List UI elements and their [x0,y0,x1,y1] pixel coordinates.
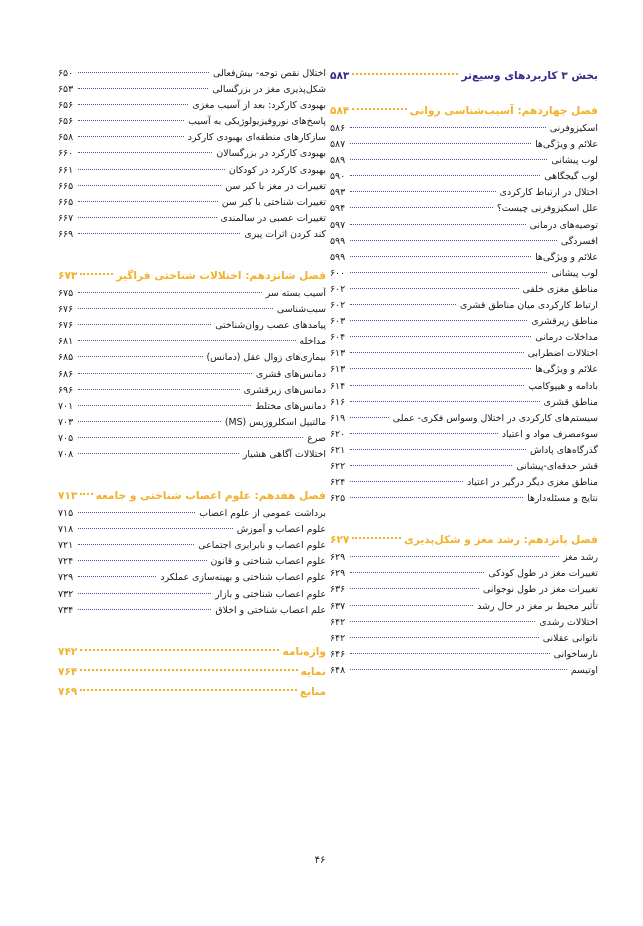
entry-title: مداخله [299,336,326,348]
entry-page: ۶۵۶ [58,116,74,128]
back-matter-entry[interactable] [58,662,326,682]
dot-leader [350,239,557,241]
entry-page: ۶۳۷ [330,600,346,612]
toc-entry[interactable] [58,302,326,318]
entry-page: ۶۸۶ [58,368,74,380]
entry-title: اختلالات آگاهی هشیار [242,448,326,460]
dot-leader [350,126,546,128]
toc-entry[interactable] [58,146,326,162]
entry-page: ۶۹۶ [58,384,74,396]
toc-entry[interactable] [58,383,326,399]
entry-title: تغییرات عصبی در سالمندی [220,212,326,224]
entry-page: ۵۹۹ [330,235,346,247]
dot-leader [350,351,524,353]
dot-leader [78,452,239,454]
entry-title: منابع [299,685,326,698]
entry-title: لوب پیشانی [551,267,598,279]
dot-leader [350,271,547,273]
dot-leader [350,620,535,622]
toc-entry[interactable] [330,169,598,185]
entry-page: ۶۷۶ [58,320,74,332]
dot-leader [78,527,233,529]
entry-page: ۶۲۰ [330,428,346,440]
entry-title: برداشت عمومی از علوم اعصاب [199,508,326,520]
dot-leader [350,367,531,369]
entry-page: ۶۲۲ [330,460,346,472]
chapter-heading[interactable] [58,486,326,506]
dot-leader [78,87,208,89]
entry-page: ۶۰۲ [330,300,346,312]
toc-entry[interactable] [58,98,326,114]
toc-entry[interactable] [330,395,598,411]
entry-title: مناطق قشری [543,396,598,408]
toc-entry[interactable] [330,475,598,491]
entry-title: اختلال در ارتباط کارکردی [499,187,598,199]
toc-entry[interactable] [58,570,326,586]
chapter-title: فصل چهاردهم: آسیب‌شناسی روانی [409,105,598,117]
chapter-14-entries [330,121,598,507]
dot-leader [350,496,523,498]
entry-page: ۵۹۷ [330,219,346,231]
toc-entry[interactable] [330,427,598,443]
toc-entry[interactable] [330,314,598,330]
toc-entry[interactable] [330,647,598,663]
dot-leader [350,480,463,482]
entry-title: توصیه‌های درمانی [529,219,598,231]
toc-entry[interactable] [330,566,598,582]
entry-title: بیماری‌های زوال عقل (دمانس) [206,352,326,364]
dot-leader [78,323,211,325]
dot-leader [350,464,512,466]
entry-page: ۷۲۹ [58,572,74,584]
toc-entry[interactable] [58,506,326,522]
dot-leader [78,372,252,374]
entry-page: ۶۲۱ [330,444,346,456]
dot-leader [350,555,559,557]
toc-entry[interactable] [58,114,326,130]
toc-entry[interactable] [330,411,598,427]
entry-title: نمایه [300,665,326,678]
page-number: ۴۶ [314,855,326,866]
dot-leader [350,604,473,606]
toc-entry[interactable] [58,318,326,334]
toc-entry[interactable] [58,431,326,447]
entry-title: تأثیر محیط بر مغز در حال رشد [477,600,598,612]
dot-leader [78,543,194,545]
entry-page: ۷۲۱ [58,540,74,552]
chapter-title: فصل پانزدهم: رشد مغز و شکل‌پذیری [404,534,598,547]
entry-page: ۶۴۶ [330,648,346,660]
back-matter-entries [58,642,326,702]
toc-entry[interactable] [330,346,598,362]
entry-page: ۶۶۹ [58,228,74,240]
dot-leader [78,232,240,234]
dot-leader [80,492,92,495]
entry-title: علائم و ویژگی‌ها [535,251,598,263]
chapter-title: فصل شانزدهم: اختلالات شناختی فراگیر [116,270,326,283]
entry-title: کند کردن اثرات پیری [244,228,326,240]
chapter-heading[interactable] [330,101,598,121]
dot-leader [78,119,184,121]
entry-title: اختلال نقص توجه- بیش‌فعالی [213,68,326,79]
toc-entry[interactable] [58,334,326,350]
entry-page: ۵۹۰ [330,171,346,183]
chapter-title: فصل هفدهم: علوم اعصاب شناختی و جامعه [95,490,326,503]
dot-leader [80,648,279,651]
toc-entry[interactable] [330,250,598,266]
toc-entry[interactable] [330,234,598,250]
toc-entry[interactable] [58,211,326,227]
entry-title: سیستم‌های کارکردی در اختلال وسواس فکری- عملی [392,412,598,424]
entry-page: ۶۲۹ [330,552,346,564]
entry-title: پاسخ‌های نوروفیزیولوژیکی به آسیب [188,116,326,128]
chapter-page: ۷۱۳ [58,490,78,503]
entry-page: ۶۸۵ [58,352,74,364]
entry-page: ۶۵۳ [58,84,74,96]
toc-entry[interactable] [58,66,326,82]
entry-title: تغییرات شناختی با کبر سن [221,196,326,208]
entry-title: رشد مغز [562,552,598,564]
entry-page: ۵۸۶ [330,123,346,134]
entry-title: بادامه و هیپوکامپ [528,380,598,392]
dot-leader [352,72,458,75]
chapter-heading[interactable] [58,266,326,286]
dot-leader [78,355,203,357]
toc-entry[interactable] [330,298,598,314]
dot-leader [80,668,297,671]
dot-leader [78,103,188,105]
toc-entry[interactable] [330,631,598,647]
entry-title: تغییرات مغز در طول نوجوانی [483,584,598,596]
dot-leader [78,307,273,309]
toc-entry[interactable] [58,227,326,243]
dot-leader [78,339,296,341]
toc-entry[interactable] [58,367,326,383]
dot-leader [350,206,493,208]
entry-page: ۷۰۱ [58,400,74,412]
entry-title: علوم اعصاب و آموزش [236,524,326,536]
entry-title: دمانس‌های مختلط [255,400,326,412]
dot-leader [350,158,547,160]
toc-entry[interactable] [58,415,326,431]
back-matter-entry[interactable] [58,642,326,662]
toc-entry[interactable] [330,282,598,298]
part-title: بخش ۳ کاربردهای وسیع‌تر [461,70,598,82]
entry-page: ۶۶۵ [58,196,74,208]
toc-entry[interactable] [58,603,326,619]
entry-page: ۷۲۴ [58,556,74,568]
toc-entry[interactable] [58,350,326,366]
chapter-heading[interactable] [330,530,598,550]
entry-title: علائم و ویژگی‌ها [535,364,598,376]
dot-leader [350,335,531,337]
entry-page: ۷۳۲ [58,588,74,600]
toc-entry[interactable] [58,195,326,211]
entry-page: ۶۴۲ [330,632,346,644]
entry-title: دمانس‌های زیرقشری [243,384,326,396]
entry-title: بهبودی کارکرد در کودکان [228,164,326,176]
dot-leader [78,404,251,406]
entry-title: دمانس‌های قشری [255,368,326,380]
dot-leader [352,536,401,539]
dot-leader [78,71,209,73]
dot-leader [350,174,540,176]
entry-page: ۶۶۵ [58,180,74,192]
dot-leader [80,272,113,275]
entry-page: ۵۸۷ [330,139,346,151]
entry-title: علوم اعصاب شناختی و بهینه‌سازی عملکرد [160,572,326,584]
entry-page: ۶۶۱ [58,164,74,176]
toc-entry[interactable] [58,179,326,195]
entry-title: افسردگی [560,235,598,247]
dot-leader [78,200,218,202]
toc-entry[interactable] [330,459,598,475]
entry-title: مناطق مغزی خلفی [522,283,598,295]
entry-title: علوم اعصاب و نابرابری اجتماعی [198,540,326,552]
entry-title: اوتیسم [570,664,598,676]
chapter-16-entries [58,286,326,463]
dot-leader [352,107,406,110]
entry-page: ۵۹۹ [330,251,346,263]
toc-entry[interactable] [330,443,598,459]
entry-title: صرع [307,432,326,444]
entry-page: ۶۲۵ [330,493,346,505]
entry-page: ۷۰۵ [58,432,74,444]
entry-title: مداخلات درمانی [535,332,598,344]
toc-entry[interactable] [58,447,326,463]
dot-leader [78,388,240,390]
entry-page: ۶۶۰ [58,148,74,160]
entry-title: قشر حدقه‌ای-پیشانی [516,460,598,472]
dot-leader [350,448,526,450]
entry-title: شکل‌پذیری مغز در بزرگسالی [212,84,326,96]
dot-leader [78,135,184,137]
dot-leader [78,168,225,170]
entry-page: ۶۱۶ [330,396,346,408]
entry-title: گذرگاه‌های پاداش [530,444,598,456]
dot-leader [78,436,303,438]
entry-page: ۷۱۵ [58,508,74,520]
continued-entries [58,66,326,243]
entry-title: علل اسکیزوفرنی چیست؟ [496,203,598,215]
entry-page: ۶۵۶ [58,100,74,112]
toc-entry[interactable] [58,538,326,554]
entry-page: ۶۴۲ [330,616,346,628]
toc-right-column [330,66,598,679]
dot-leader [80,688,297,691]
toc-entry[interactable] [58,130,326,146]
dot-leader [78,291,262,293]
chapter-17-entries [58,506,326,619]
toc-entry[interactable] [330,582,598,598]
entry-title: بهبودی کارکرد در بزرگسالان [216,148,326,160]
dot-leader [78,592,211,594]
toc-left-column [58,66,326,702]
dot-leader [78,559,207,561]
dot-leader [350,142,531,144]
entry-page: ۶۳۶ [330,584,346,596]
toc-entry[interactable] [58,286,326,302]
entry-page: ۷۶۴ [58,665,78,678]
dot-leader [350,223,526,225]
entry-page: ۶۱۳ [330,348,346,360]
toc-entry[interactable] [330,201,598,217]
toc-entry[interactable] [58,82,326,98]
dot-leader [350,287,519,289]
chapter-page: ۶۷۳ [58,270,78,283]
entry-page: ۶۵۸ [58,132,74,144]
chapter-page: ۶۲۷ [330,534,350,547]
entry-title: ارتباط کارکردی میان مناطق قشری [460,300,598,312]
entry-page: ۷۰۳ [58,416,74,428]
dot-leader [350,400,540,402]
toc-entry[interactable] [330,153,598,169]
entry-page: ۶۶۷ [58,212,74,224]
toc-entry[interactable] [330,362,598,378]
entry-page: ۶۲۴ [330,477,346,489]
dot-leader [78,511,195,513]
toc-entry[interactable] [58,163,326,179]
entry-page: ۵۹۴ [330,203,346,215]
dot-leader [350,432,498,434]
toc-entry[interactable] [58,554,326,570]
entry-title: اسکیزوفرنی [549,123,598,134]
entry-title: اختلالات اضطرابی [527,348,598,360]
entry-page: ۵۹۳ [330,187,346,199]
entry-page: ۶۰۲ [330,283,346,295]
toc-entry[interactable] [330,121,598,137]
toc-entry[interactable] [330,663,598,679]
part-page: ۵۸۳ [330,70,350,82]
dot-leader [78,184,221,186]
entry-title: نتایج و مسئله‌دارها [527,493,598,505]
dot-leader [350,384,524,386]
dot-leader [78,608,211,610]
dot-leader [78,420,221,422]
entry-page: ۶۲۹ [330,568,346,580]
entry-title: بهبودی کارکرد: بعد از آسیب مغزی [192,100,326,112]
entry-title: علوم اعصاب شناختی و قانون [210,556,326,568]
dot-leader [350,319,527,321]
entry-page: ۷۴۲ [58,645,78,658]
toc-entry[interactable] [330,185,598,201]
dot-leader [350,636,539,638]
entry-title: سازکارهای منطقه‌ای بهبودی کارکرد [187,132,326,144]
part-heading[interactable] [330,66,598,86]
entry-page: ۶۱۳ [330,364,346,376]
toc-entry[interactable] [330,330,598,346]
entry-title: پیامدهای عصب روان‌شناختی [215,320,326,332]
entry-page: ۶۷۶ [58,304,74,316]
entry-title: مناطق زیرقشری [531,316,598,328]
dot-leader [78,151,212,153]
chapter-15-entries [330,550,598,679]
entry-title: تغییرات در مغز با کبر سن [225,180,326,192]
toc-entry[interactable] [330,379,598,395]
entry-page: ۶۰۰ [330,267,346,279]
entry-page: ۷۶۹ [58,685,78,698]
dot-leader [350,303,456,305]
entry-page: ۷۳۴ [58,604,74,616]
entry-page: ۷۱۸ [58,524,74,536]
entry-page: ۶۱۴ [330,380,346,392]
toc-entry[interactable] [58,522,326,538]
toc-entry[interactable] [58,587,326,603]
entry-title: مناطق مغزی دیگر درگیر در اعتیاد [467,477,598,489]
dot-leader [350,587,479,589]
entry-title: مالتیپل اسکلروزیس (MS) [224,416,326,428]
entry-page: ۶۰۴ [330,332,346,344]
dot-leader [350,668,567,670]
entry-title: لوب گیجگاهی [544,171,598,183]
entry-title: اختلالات رشدی [539,616,598,628]
entry-title: نارساخوانی [553,648,598,660]
dot-leader [78,575,156,577]
back-matter-entry[interactable] [58,682,326,702]
entry-title: سوءمصرف مواد و اعتیاد [501,428,598,440]
toc-entry[interactable] [330,491,598,507]
entry-page: ۶۴۸ [330,664,346,676]
entry-title: علائم و ویژگی‌ها [535,139,598,151]
entry-title: تغییرات مغز در طول کودکی [488,568,598,580]
toc-entry[interactable] [330,218,598,234]
toc-entry[interactable] [58,399,326,415]
entry-title: علم اعصاب شناختی و اخلاق [215,604,326,616]
entry-page: ۶۷۵ [58,288,74,300]
entry-page: ۶۰۳ [330,316,346,328]
toc-entry[interactable] [330,550,598,566]
entry-title: علوم اعصاب شناختی و بازار [215,588,326,600]
dot-leader [78,216,217,218]
entry-page: ۷۰۸ [58,448,74,460]
entry-page: ۶۱۹ [330,412,346,424]
entry-title: سبب‌شناسی [276,304,326,316]
entry-page: ۵۸۹ [330,155,346,167]
entry-title: ناتوانی عقلانی [542,632,598,644]
dot-leader [350,255,531,257]
entry-title: لوب پیشانی [551,155,598,167]
toc-entry[interactable] [330,615,598,631]
entry-title: واژه‌نامه [282,645,326,658]
entry-page: ۶۵۰ [58,68,74,79]
toc-entry[interactable] [330,137,598,153]
dot-leader [350,571,484,573]
dot-leader [350,416,389,418]
entry-title: آسیب بسته سر [265,288,326,300]
chapter-page: ۵۸۴ [330,105,350,117]
dot-leader [350,190,496,192]
dot-leader [350,652,550,654]
toc-entry[interactable] [330,266,598,282]
toc-entry[interactable] [330,599,598,615]
entry-page: ۶۸۱ [58,336,74,348]
